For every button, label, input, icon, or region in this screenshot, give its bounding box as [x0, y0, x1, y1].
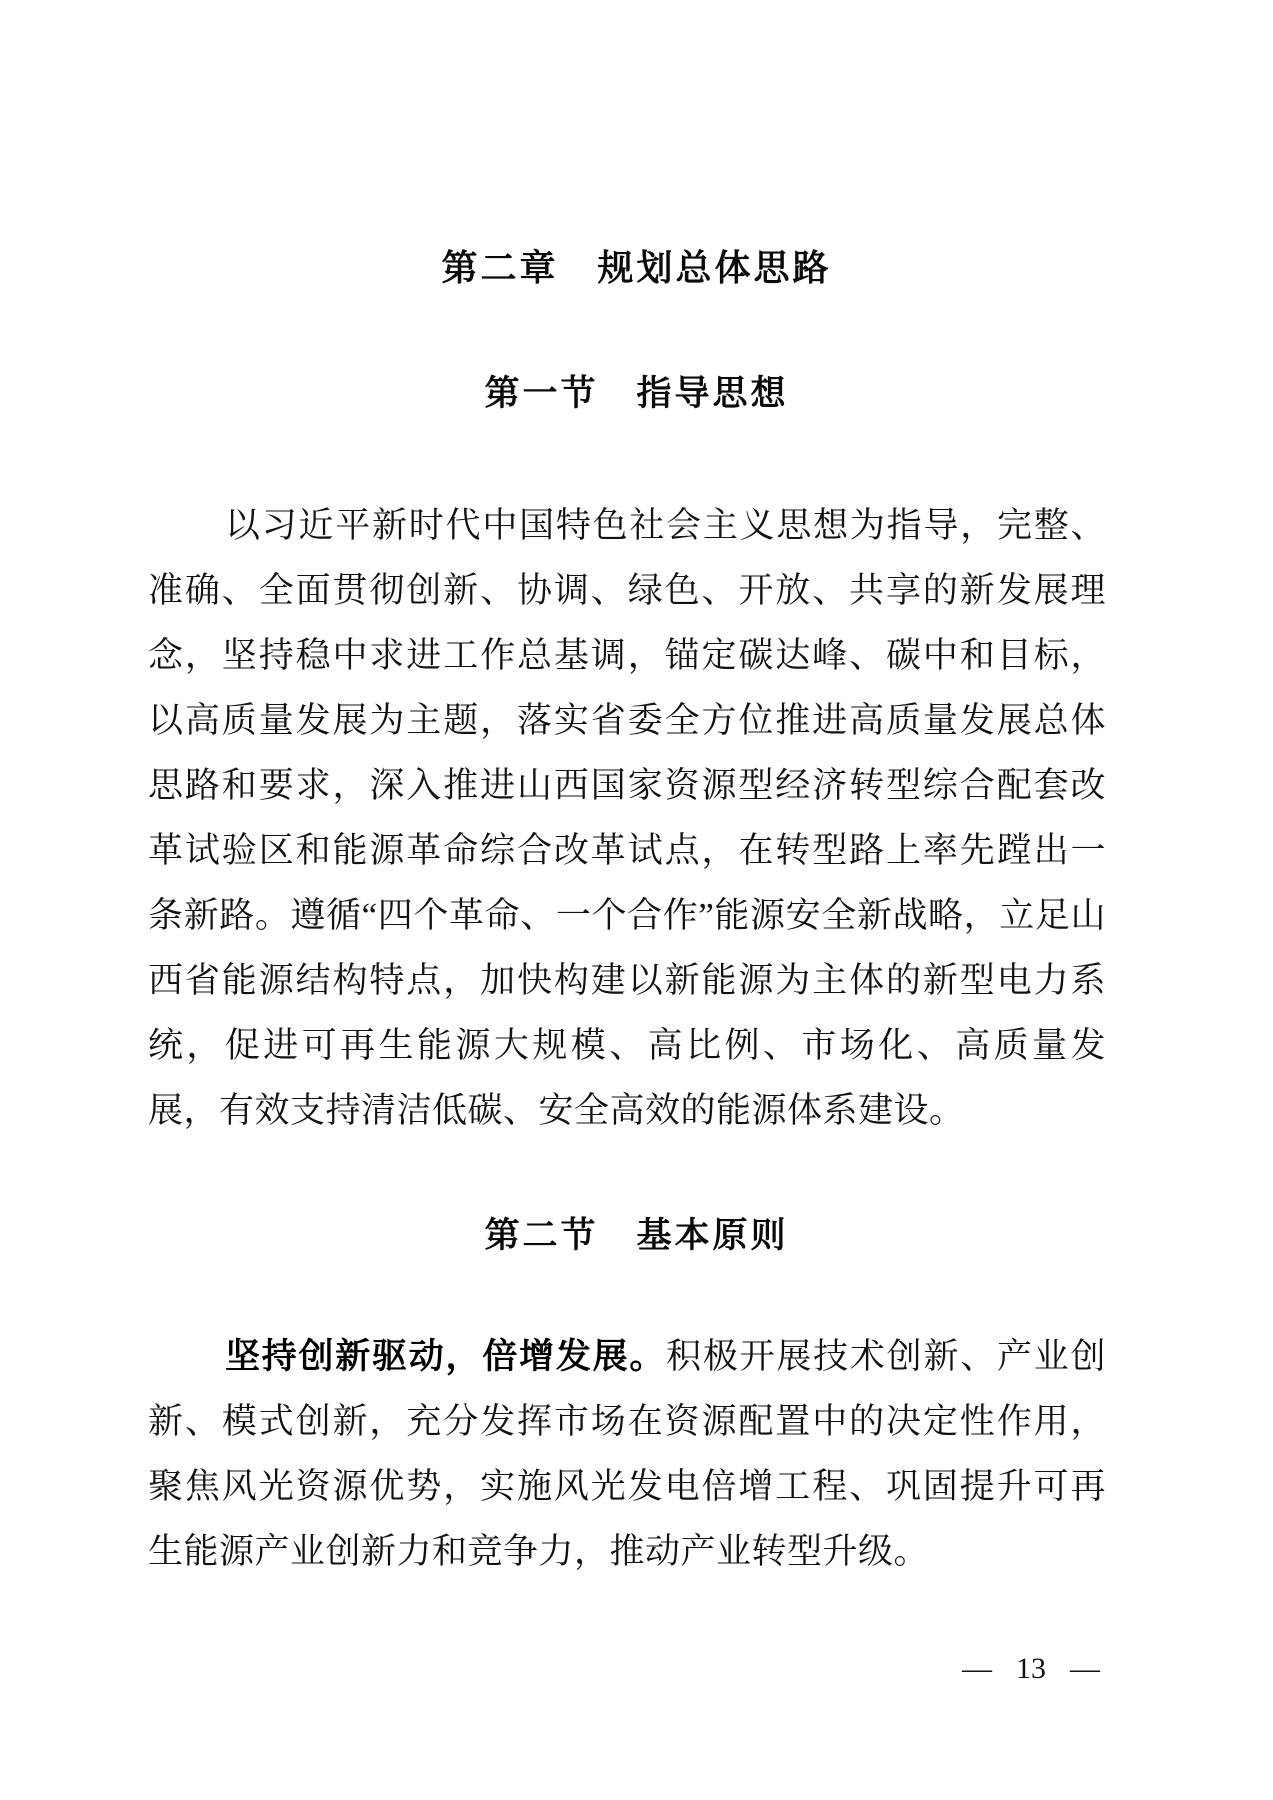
chapter-title: 第二章 规划总体思路 [441, 248, 832, 289]
section-1-title: 第一节 指导思想 [484, 374, 789, 413]
section-1-paragraph [148, 493, 1106, 1143]
footer-dash-right: — [1070, 1652, 1100, 1685]
section-2-title: 第二节 基本原则 [484, 1216, 789, 1255]
section-1-paragraph-text: 以习近平新时代中国特色社会主义思想为指导，完整、准确、全面贯彻创新、协调、绿色、开放、共享的新发展理念，坚持稳中求进工作总基调，锚定碳达峰、碳中和目标，以高质量发展为主题，落实省委全方位推进高质量发展总体思路和要求，深入推进山西国家资源型经济转型综合配套改革试验区和能源革命综合改革试点，在转型路上率先蹚出一条新路。遵循“四个革命、一个合作”能源安全新战略，立足山西省能源结构特点，加快构建以新能源为主体的新型电力系统，促进可再生能源大规模、高比例、市场化、高质量发展，有效支持清洁低碳、安全高效的能源体系建设。 [148, 506, 1106, 1130]
section-2-paragraph-text: 积极开展技术创新、产业创新、模式创新，充分发挥市场在资源配置中的决定性作用，聚焦风光资源优势，实施风光发电倍增工程、巩固提升可再生能源产业创新力和竞争力，推动产业转型升级。 [148, 1337, 1106, 1571]
page-footer [962, 1652, 1100, 1686]
section-2-paragraph [148, 1324, 1106, 1584]
footer-dash-left: — [962, 1652, 992, 1685]
section-2-paragraph-lead: 坚持创新驱动，倍增发展。 [225, 1337, 667, 1376]
page-number: 13 [1016, 1652, 1046, 1685]
